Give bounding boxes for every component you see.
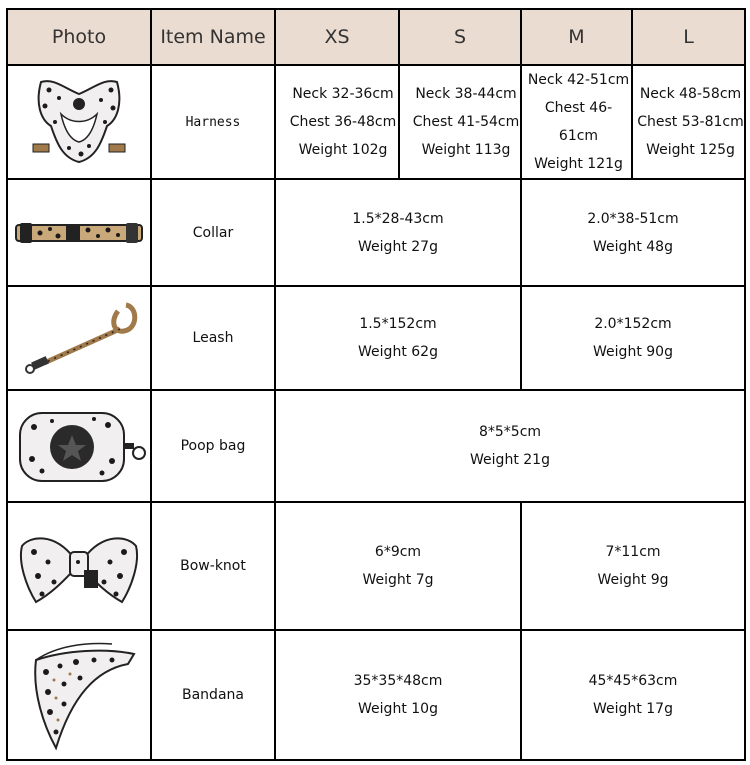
bandana-large: [521, 630, 745, 760]
bow-knot-icon: [14, 512, 144, 620]
poop-bag-weight: Weight 21g: [470, 452, 550, 468]
table-row-bow-knot: [7, 502, 745, 630]
harness-m-weight: Weight 121g: [534, 156, 623, 172]
bandana-large-weight: Weight 17g: [593, 701, 673, 717]
leash-large-weight: Weight 90g: [593, 344, 673, 360]
header-size-s: S: [399, 9, 521, 65]
harness-icon: [19, 74, 139, 170]
bow-knot-small-size: 6*9cm: [374, 544, 422, 560]
bandana-photo: [7, 630, 151, 760]
bow-knot-large-weight: Weight 9g: [597, 572, 669, 588]
item-name-bow-knot: Bow-knot: [151, 502, 275, 630]
harness-s-chest: Chest 41-54cm: [412, 114, 520, 130]
harness-m: [521, 65, 632, 179]
leash-small-size: 1.5*152cm: [359, 316, 437, 332]
item-name-collar: Collar: [151, 179, 275, 286]
item-name-harness: Harness: [151, 65, 275, 179]
bandana-large-size: 45*45*63cm: [588, 673, 678, 689]
bow-knot-large: [521, 502, 745, 630]
leash-photo: [7, 286, 151, 390]
poop-bag-all: [275, 390, 745, 502]
harness-l-chest: Chest 53-81cm: [637, 114, 744, 130]
harness-l-weight: Weight 125g: [646, 142, 735, 158]
poop-bag-icon: [12, 403, 146, 489]
harness-s: [399, 65, 521, 179]
harness-xs: [275, 65, 399, 179]
harness-l-neck: Neck 48-58cm: [639, 86, 742, 102]
table-row-harness: [7, 65, 745, 179]
item-name-poop-bag: Poop bag: [151, 390, 275, 502]
harness-xs-chest: Chest 36-48cm: [289, 114, 397, 130]
harness-m-neck: Neck 42-51cm: [527, 72, 630, 88]
harness-m-chest: Chest 46-61cm: [544, 100, 613, 144]
header-photo: Photo: [7, 9, 151, 65]
header-item-name: Item Name: [151, 9, 275, 65]
bandana-icon: [16, 636, 142, 754]
size-chart-table: [6, 8, 746, 761]
collar-large: [521, 179, 745, 286]
leash-large-size: 2.0*152cm: [594, 316, 672, 332]
collar-icon: [12, 213, 146, 253]
bow-knot-small: [275, 502, 521, 630]
collar-small-weight: Weight 27g: [358, 238, 438, 255]
header-row: [7, 9, 745, 65]
collar-small: [275, 179, 521, 286]
leash-icon: [14, 293, 144, 383]
item-name-bandana: Bandana: [151, 630, 275, 760]
bow-knot-photo: [7, 502, 151, 630]
harness-s-weight: Weight 113g: [421, 142, 511, 158]
harness-photo: [7, 65, 151, 179]
header-size-l: L: [632, 9, 745, 65]
leash-small: [275, 286, 521, 390]
table-row-collar: [7, 179, 745, 286]
poop-bag-photo: [7, 390, 151, 502]
leash-small-weight: Weight 62g: [358, 344, 438, 360]
bandana-small-size: 35*35*48cm: [353, 673, 443, 689]
collar-photo: [7, 179, 151, 286]
bandana-small-weight: Weight 10g: [358, 701, 438, 717]
header-size-xs: XS: [275, 9, 399, 65]
collar-small-size: 1.5*28-43cm: [352, 210, 444, 227]
bow-knot-large-size: 7*11cm: [605, 544, 661, 560]
collar-large-weight: Weight 48g: [593, 238, 673, 255]
harness-xs-weight: Weight 102g: [298, 142, 388, 158]
item-name-leash: Leash: [151, 286, 275, 390]
header-size-m: M: [521, 9, 632, 65]
bow-knot-small-weight: Weight 7g: [362, 572, 434, 588]
harness-s-neck: Neck 38-44cm: [415, 86, 517, 102]
table-row-poop-bag: [7, 390, 745, 502]
table-row-bandana: [7, 630, 745, 760]
harness-xs-neck: Neck 32-36cm: [292, 86, 394, 102]
harness-l: [632, 65, 745, 179]
collar-large-size: 2.0*38-51cm: [587, 210, 679, 227]
table-row-leash: [7, 286, 745, 390]
poop-bag-size: 8*5*5cm: [478, 424, 542, 440]
bandana-small: [275, 630, 521, 760]
leash-large: [521, 286, 745, 390]
